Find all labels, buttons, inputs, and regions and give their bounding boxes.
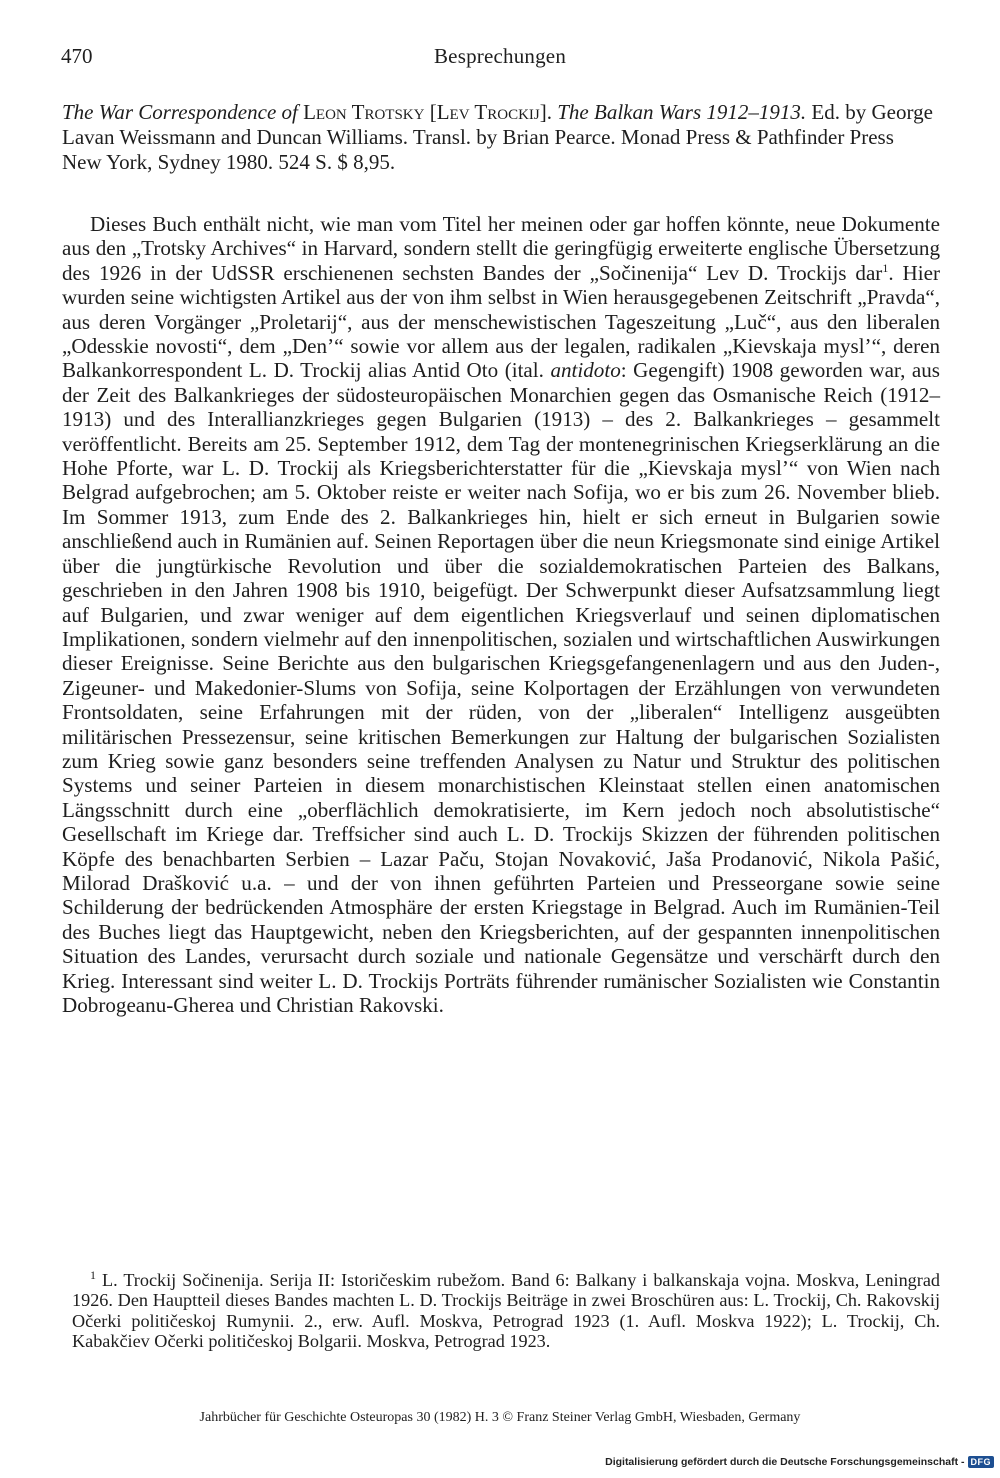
body-part-2: . Hier wurden seine wichtigsten Artikel aus der von ihm selbst in Wien herausgegebenen Zeitschrift „Pravda“, aus deren Vorgänger „Proletarij“, aus der menschewistischen Tageszeitung „Luč“, aus den liberalen „Odesskie novosti“, dem „Den’“ sowie vor allem aus der legalen, radikalen „Kievskaja mysl’“, deren Balkankorrespondent L. D. Trockij alias Antid Oto (ital. xyxy=(62,260,940,383)
footnote-reference: 1 xyxy=(882,260,889,275)
citation-title-prefix: The War Correspondence of xyxy=(62,100,298,124)
citation-author-alt: [Lev Trockij]. xyxy=(429,100,552,124)
running-head: Besprechungen xyxy=(433,44,567,68)
citation-subtitle: The Balkan Wars 1912–1913. xyxy=(557,100,807,124)
body-italic-term: antidoto xyxy=(550,358,621,383)
dfg-note: Digitalisierung gefördert durch die Deutsche Forschungsgemeinschaft - xyxy=(605,1456,965,1468)
footnote-text: L. Trockij Sočinenija. Serija II: Istoričeskim rubežom. Band 6: Balkany i balkanskaja vojna. Moskva, Leningrad 1926. Den Hauptteil dieses Bandes machten L. D. Trockijs Beiträge in zwei Broschüren aus: L. Trockij, Ch. Rakovskij Očerki političeskoj Rumynii. 2., erw. Aufl. Moskva, Petrograd 1923 (1. Aufl. Moskva 1922); L. Trockij, Ch. Kabakčiev Očerki političeskoj Bolgarii. Moskva, Petrograd 1923. xyxy=(72,1270,941,1351)
footnote xyxy=(72,1267,941,1351)
citation-details: Ed. by George Lavan Weissmann and Duncan Williams. Transl. by Brian Pearce. Monad Press & Pathfinder Press New York, Sydney 1980. 524 S. $ 8,95. xyxy=(62,100,933,174)
book-citation xyxy=(62,100,938,175)
review-body xyxy=(62,212,940,1017)
body-part-3: : Gegengift) 1908 geworden war, aus der Zeit des Balkankrieges der südosteuropäischen Monarchien gegen das Osmanische Reich (1912–1913) und des Interallianzkrieges gegen Bulgarien (1913) – des 2. Balkankrieges – gesammelt veröffentlicht. Bereits am 25. September 1912, dem Tag der montenegrinischen Kriegserklärung an die Hohe Pforte, war L. D. Trockij als Kriegsberichterstatter für die „Kievskaja mysl’“ von Wien nach Belgrad aufgebrochen; am 5. Oktober reiste er weiter nach Sofija, wo er bis zum 26. November blieb. Im Sommer 1913, zum Ende des 2. Balkankrieges hin, hielt er sich erneut in Bulgarien sowie anschließend auch in Rumänien auf. Seinen Reportagen über die neun Kriegsmonate sind einige Artikel über die jungtürkische Revolution und über die sozialdemokratischen Parteien des Balkans, geschrieben in den Jahren 1908 bis 1910, beigefügt. Der Schwerpunkt dieser Aufsatzsammlung liegt auf Bulgarien, und zwar weniger auf dem eigentlichen Kriegsverlauf und seinen diplomatischen Implikationen, sondern vielmehr auf den innenpolitischen, sozialen und wirtschaftlichen Auswirkungen dieser Ereignisse. Seine Berichte aus den bulgarischen Kriegsgefangenenlagern und aus den Juden-, Zigeuner- und Makedonier-Slums von Sofija, seine Kolportagen der Erzählungen von verwundeten Frontsoldaten, seine Erfahrungen mit der rüden, von der „liberalen“ Intelligenz ausgeübten militärischen Pressezensur, seine kritischen Bemerkungen zur Haltung der bulgarischen Sozialisten zum Krieg sowie ganz besonders seine treffenden Analysen zu Natur und Struktur des politischen Systems und seiner Parteien in diesem monarchistischen Kleinstaat stellen einen anatomischen Längsschnitt durch eine „oberflächlich demokratisierte, im Kern jedoch noch absolutistische“ Gesellschaft im Kriege dar. Treffsicher sind auch L. D. Trockijs Skizzen der führenden politischen Köpfe des benachbarten Serbien – Lazar Paču, Stojan Novaković, Jaša Prodanović, Nikola Pašić, Milorad Drašković u.a. – und der von ihnen geführten Parteien und Presseorgane sowie seine Schilderung der bedrückenden Atmosphäre der ersten Kriegstage in Belgrad. Auch im Rumänien-Teil des Buches liegt das Hauptgewicht, neben den Kriegsberichten, auf der gespannten innenpolitischen Situation des Landes, verursacht durch soziale und nationale Gegensätze und verschärft durch den Krieg. Interessant sind weiter L. D. Trockijs Porträts führender rumänischer Sozialisten wie Constantin Dobrogeanu-Gherea und Christian Rakovski. xyxy=(62,358,940,1017)
body-part-1: Dieses Buch enthält nicht, wie man vom Titel her meinen oder gar hoffen könnte, neue Dokumente aus den „Trotsky Archives“ in Harvard, sondern stellt die geringfügig erweiterte englische Übersetzung des 1926 in der UdSSR erschienenen sechsten Bandes der „Sočinenija“ Lev D. Trockijs dar xyxy=(62,212,940,285)
dfg-logo-icon: DFG xyxy=(968,1456,995,1468)
journal-footer: Jahrbücher für Geschichte Osteuropas 30 (1982) H. 3 © Franz Steiner Verlag GmbH, Wiesbaden, Germany xyxy=(199,1410,801,1425)
footnote-mark: 1 xyxy=(90,1267,96,1282)
dfg-credit xyxy=(605,1456,994,1468)
citation-author: Leon Trotsky xyxy=(303,100,425,124)
page-number: 470 xyxy=(61,44,93,68)
